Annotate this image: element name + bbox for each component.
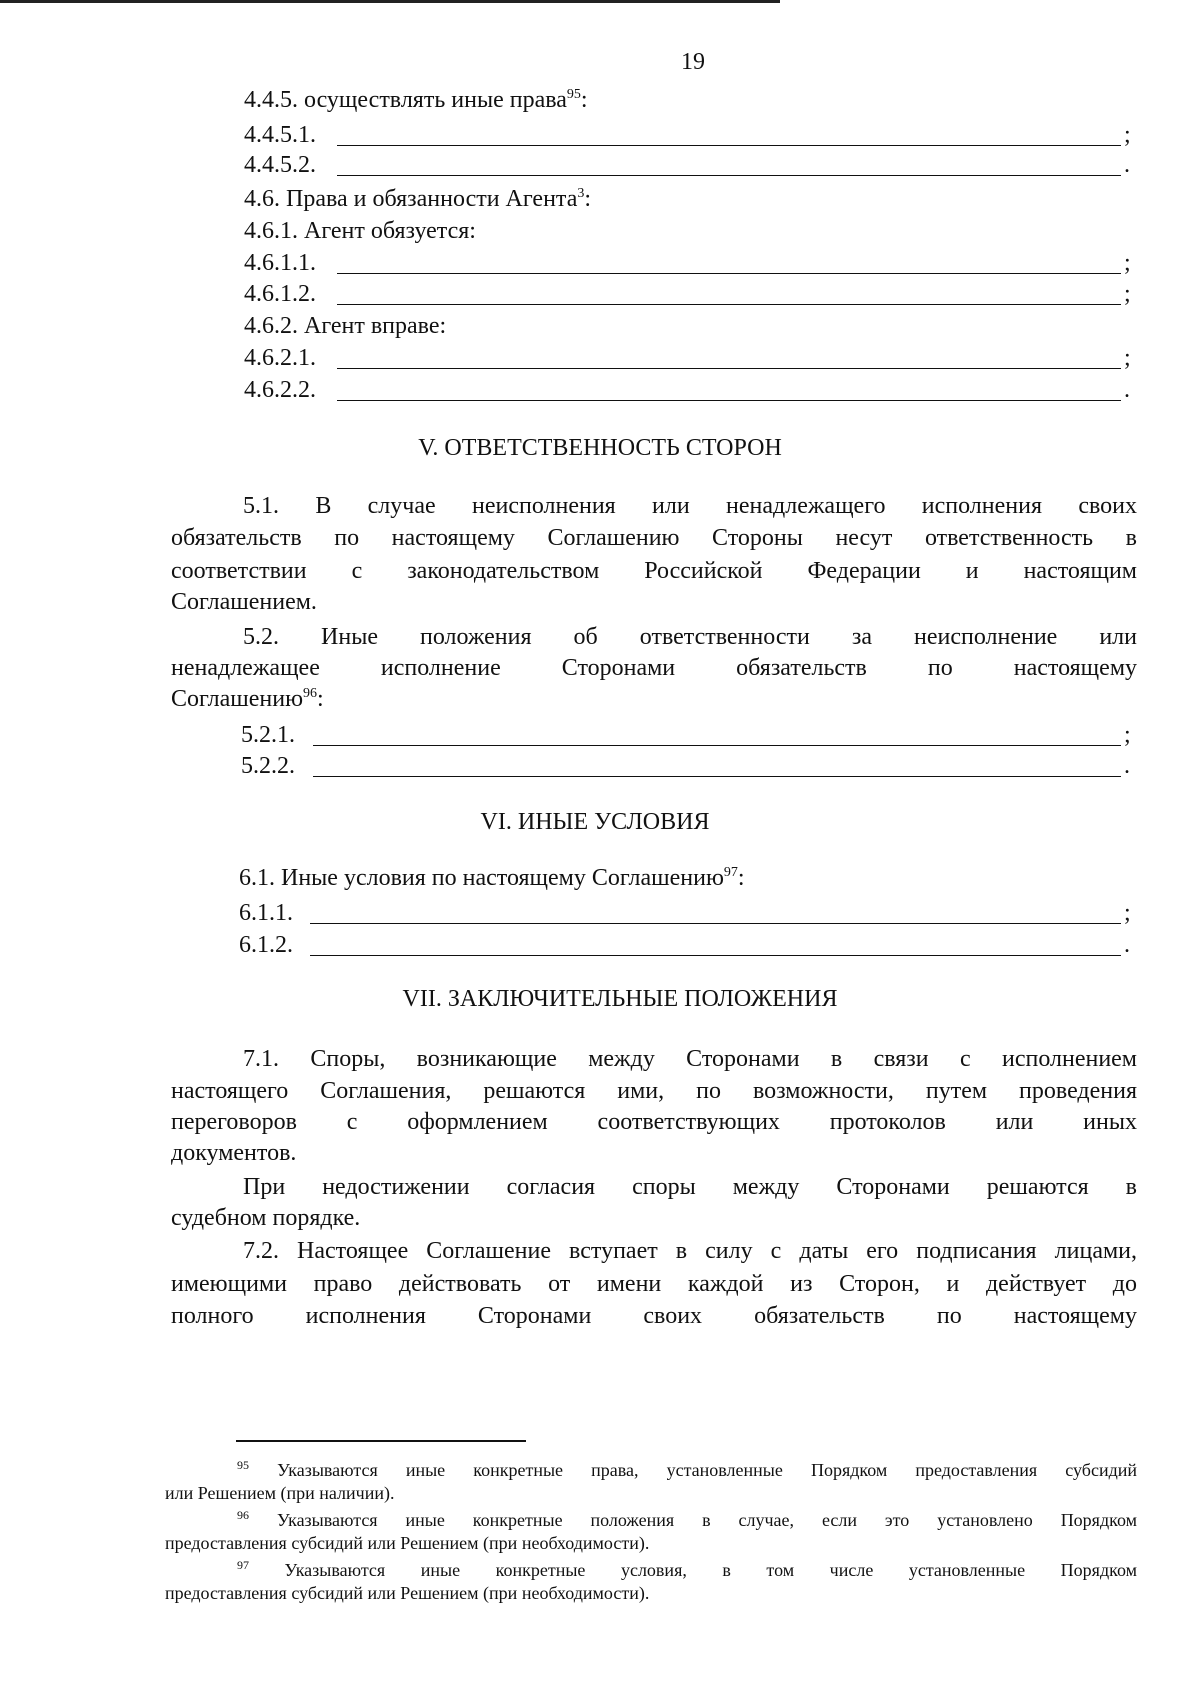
field-4-6-1-1[interactable]	[244, 249, 1131, 277]
paragraph-line: полного исполнения Сторонами своих обязательств по настоящему	[171, 1303, 1137, 1329]
field-label: 5.2.1.	[241, 722, 295, 748]
paragraph-line: 7.1. Споры, возникающие между Сторонами в связи с исполнением	[243, 1046, 1137, 1072]
blank-line[interactable]	[313, 745, 1121, 746]
paragraph-line: Соглашением.	[171, 589, 317, 615]
footnote-number: 97	[237, 1558, 249, 1572]
footnote-ref[interactable]: 95	[566, 87, 581, 102]
footnote-line: или Решением (при наличии).	[165, 1483, 395, 1503]
field-6-1-1[interactable]	[239, 899, 1131, 927]
field-4-6-1-2[interactable]	[244, 280, 1131, 308]
field-label: 4.6.2.2.	[244, 377, 316, 403]
paragraph-line: судебном порядке.	[171, 1205, 361, 1231]
section-vii-heading: VII. ЗАКЛЮЧИТЕЛЬНЫЕ ПОЛОЖЕНИЯ	[402, 986, 838, 1012]
paragraph-line: ненадлежащее исполнение Сторонами обязательств по настоящему	[171, 655, 1137, 681]
blank-line[interactable]	[310, 955, 1121, 956]
footnote-text: Указываются иные конкретные положения в случае, если это установлено Порядком	[276, 1510, 1138, 1530]
section-vi-heading: VI. ИНЫЕ УСЛОВИЯ	[480, 809, 710, 835]
footnote-ref[interactable]: 96	[303, 686, 318, 701]
paragraph-line: обязательств по настоящему Соглашению Стороны несут ответственность в	[171, 525, 1137, 551]
paragraph-line: 7.2. Настоящее Соглашение вступает в силу с даты его подписания лицами,	[243, 1238, 1137, 1264]
punct: .	[1124, 932, 1130, 958]
field-6-1-2[interactable]	[239, 931, 1130, 959]
field-label: 4.6.1.2.	[244, 281, 316, 307]
colon: :	[584, 186, 592, 212]
punct: ;	[1124, 122, 1131, 148]
field-4-6-2-1[interactable]	[244, 344, 1131, 372]
blank-line[interactable]	[337, 273, 1121, 274]
footnote-line: предоставления субсидий или Решением (при необходимости).	[165, 1533, 650, 1553]
punct: ;	[1124, 281, 1131, 307]
paragraph-line: имеющими право действовать от имени каждой из Сторон, и действует до	[171, 1271, 1137, 1297]
clause-4-6	[244, 185, 591, 213]
clause-4-6-1: 4.6.1. Агент обязуется:	[244, 218, 476, 244]
footnote-ref[interactable]: 3	[577, 186, 585, 201]
clause-text: 4.4.5. осуществлять иные права	[244, 87, 567, 113]
footnote-line: предоставления субсидий или Решением (при необходимости).	[165, 1583, 650, 1603]
footnote-separator	[236, 1440, 526, 1442]
punct: .	[1124, 753, 1130, 779]
colon: :	[580, 87, 588, 113]
section-v-heading: V. ОТВЕТСТВЕННОСТЬ СТОРОН	[418, 435, 782, 461]
blank-line[interactable]	[337, 145, 1121, 146]
field-label: 6.1.2.	[239, 932, 293, 958]
field-label: 5.2.2.	[241, 753, 295, 779]
blank-line[interactable]	[337, 400, 1121, 401]
clause-text: 4.6. Права и обязанности Агента	[244, 186, 578, 212]
paragraph-line: 5.1. В случае неисполнения или ненадлежащего исполнения своих	[243, 493, 1137, 519]
paragraph-line	[171, 685, 324, 713]
punct: .	[1124, 377, 1130, 403]
blank-line[interactable]	[313, 776, 1121, 777]
footnote-ref[interactable]: 97	[723, 865, 738, 880]
colon: :	[737, 865, 745, 891]
paragraph-line: 5.2. Иные положения об ответственности за неисполнение или	[243, 624, 1137, 650]
punct: ;	[1124, 722, 1131, 748]
paragraph-line: настоящего Соглашения, решаются ими, по возможности, путем проведения	[171, 1078, 1137, 1104]
clause-4-4-5	[244, 86, 588, 114]
footnote-97	[165, 1559, 1137, 1581]
paragraph-line: документов.	[171, 1140, 297, 1166]
clause-4-6-2: 4.6.2. Агент вправе:	[244, 313, 447, 339]
paragraph-line: При недостижении согласия споры между Сторонами решаются в	[243, 1174, 1137, 1200]
footnote-text: Указываются иные конкретные условия, в том числе установленные Порядком	[284, 1560, 1137, 1580]
blank-line[interactable]	[310, 923, 1121, 924]
punct: .	[1124, 152, 1130, 178]
blank-line[interactable]	[337, 368, 1121, 369]
field-4-4-5-1[interactable]	[244, 121, 1131, 149]
paragraph-line: соответствии с законодательством Российской Федерации и настоящим	[171, 558, 1137, 584]
blank-line[interactable]	[337, 175, 1121, 176]
footnote-96	[165, 1509, 1137, 1531]
paragraph-line: переговоров с оформлением соответствующих протоколов или иных	[171, 1109, 1137, 1135]
scan-edge	[0, 0, 780, 3]
page-number: 19	[681, 49, 705, 75]
footnote-number: 96	[237, 1508, 249, 1522]
field-label: 4.6.1.1.	[244, 250, 316, 276]
punct: ;	[1124, 345, 1131, 371]
field-5-2-2[interactable]	[241, 752, 1130, 780]
footnote-number: 95	[237, 1458, 249, 1472]
colon: :	[317, 686, 324, 712]
field-label: 4.4.5.1.	[244, 122, 316, 148]
field-4-6-2-2[interactable]	[244, 376, 1130, 404]
blank-line[interactable]	[337, 304, 1121, 305]
punct: ;	[1124, 900, 1131, 926]
footnote-95	[165, 1459, 1137, 1481]
field-4-4-5-2[interactable]	[244, 151, 1130, 179]
field-label: 4.4.5.2.	[244, 152, 316, 178]
clause-text: 6.1. Иные условия по настоящему Соглашению	[239, 865, 724, 891]
field-5-2-1[interactable]	[241, 721, 1131, 749]
clause-text: Соглашению	[171, 686, 304, 712]
punct: ;	[1124, 250, 1131, 276]
clause-6-1	[239, 864, 745, 892]
field-label: 4.6.2.1.	[244, 345, 316, 371]
field-label: 6.1.1.	[239, 900, 293, 926]
footnote-text: Указываются иные конкретные права, установленные Порядком предоставления субсидий	[277, 1460, 1138, 1480]
